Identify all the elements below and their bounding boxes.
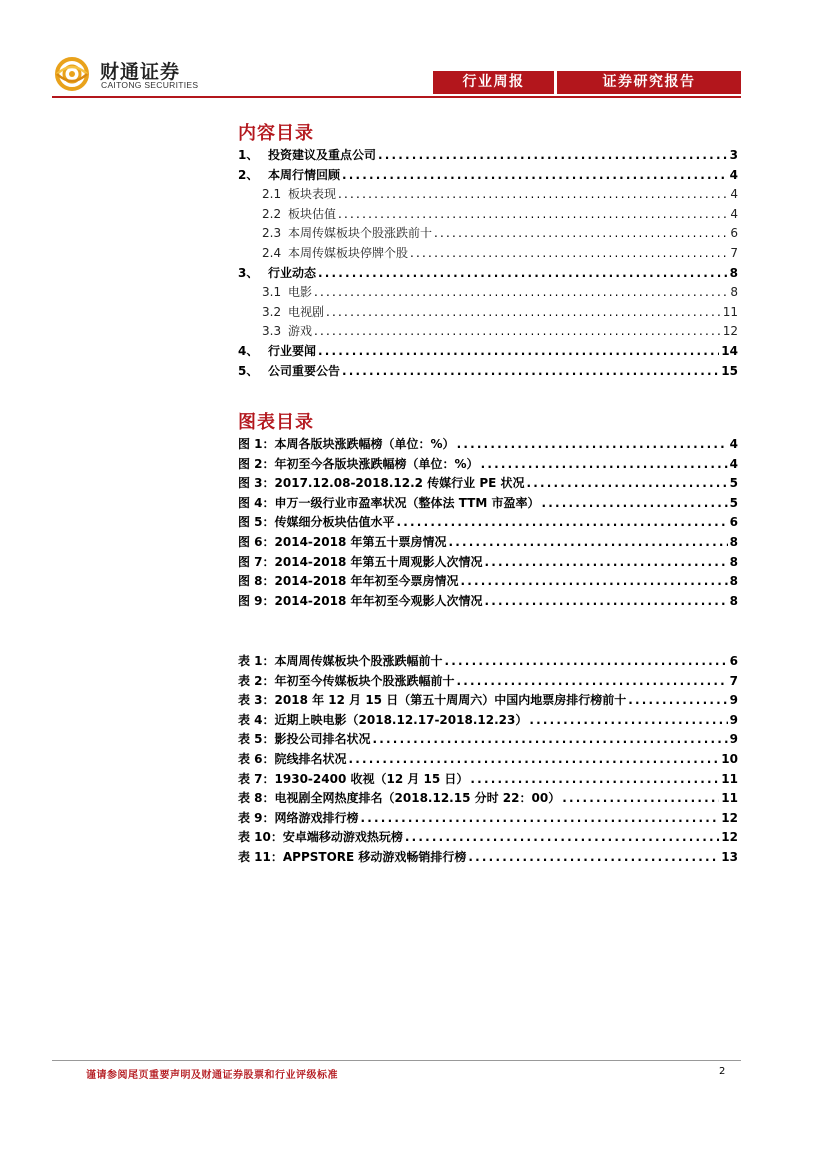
dot-leader — [318, 266, 728, 280]
toc-entry-page: 3 — [729, 148, 738, 162]
toc-entry-page: 4 — [729, 167, 738, 182]
toc-entry-text: 游戏 — [288, 324, 313, 339]
toc-entry-page: 13 — [721, 849, 738, 864]
toc-entry-page: 6 — [730, 226, 738, 241]
dot-leader — [338, 207, 728, 221]
toc-entry-text: 本周传媒板块个股涨跌前十 — [288, 226, 433, 241]
toc-entry-label — [238, 166, 340, 183]
toc-entry-text: 图 6：2014-2018 年第五十票房情况 — [238, 534, 447, 549]
toc-entry-text: 表 3：2018 年 12 月 15 日（第五十周周六）中国内地票房排行榜前十 — [238, 693, 627, 708]
figures-list — [238, 435, 738, 611]
toc-entry-label — [262, 205, 336, 222]
toc-entry-page: 11 — [721, 771, 738, 786]
toc-entry[interactable] — [238, 264, 738, 284]
toc-entry[interactable] — [238, 244, 738, 264]
toc-entry-page: 5 — [729, 495, 738, 510]
toc-entry-number: 2.3 — [262, 226, 282, 241]
toc-entry-page: 11 — [721, 791, 738, 806]
toc-entry-page: 10 — [721, 751, 738, 766]
dot-leader — [470, 772, 719, 786]
toc-entry[interactable] — [238, 750, 738, 770]
logo-english-name: CAITONG SECURITIES — [101, 80, 199, 90]
toc-entry-page: 8 — [730, 285, 738, 300]
toc-entry-text: 本周传媒板块停牌个股 — [288, 245, 409, 260]
toc-entry-page: 8 — [729, 574, 738, 589]
dot-leader — [318, 344, 719, 358]
toc-entry-number: 4、 — [238, 343, 259, 358]
toc-entry-page: 4 — [729, 456, 738, 471]
toc-entry[interactable] — [238, 362, 738, 382]
toc-entry-page: 4 — [729, 437, 738, 451]
toc-entry-text: 行业动态 — [268, 265, 317, 280]
toc-entry-label — [238, 264, 316, 281]
contents-list — [238, 146, 738, 381]
page-header — [0, 0, 827, 100]
toc-entry[interactable] — [238, 770, 738, 790]
toc-entry-number: 2、 — [238, 167, 259, 182]
toc-entry-text: 板块估值 — [288, 206, 337, 221]
toc-entry[interactable] — [238, 322, 738, 342]
toc-entry-number: 1、 — [238, 148, 259, 162]
toc-entry-label — [262, 185, 336, 202]
toc-entry-page: 9 — [729, 693, 738, 708]
toc-entry[interactable] — [238, 455, 738, 475]
dot-leader — [361, 811, 720, 825]
dot-leader — [338, 187, 728, 201]
toc-entry-page: 8 — [729, 534, 738, 549]
toc-entry-page: 9 — [729, 712, 738, 727]
toc-entry-number: 2.2 — [262, 206, 282, 221]
toc-entry[interactable] — [238, 342, 738, 362]
toc-entry-text: 本周行情回顾 — [268, 167, 341, 182]
toc-entry-text: 表 4：近期上映电影（2018.12.17-2018.12.23） — [238, 712, 528, 727]
toc-entry-label — [238, 362, 340, 379]
dot-leader — [541, 496, 727, 510]
dot-leader — [457, 437, 728, 451]
dot-leader — [562, 791, 719, 805]
toc-entry[interactable] — [238, 146, 738, 166]
toc-entry-text: 表 9：网络游戏排行榜 — [238, 810, 359, 825]
toc-entry-label — [262, 303, 324, 320]
dot-leader — [481, 457, 728, 471]
page-number: 2 — [719, 1066, 726, 1077]
toc-entry-text: 表 8：电视剧全网热度排名（2018.12.15 分时 22：00） — [238, 791, 561, 806]
tables-list — [238, 652, 738, 868]
toc-entry-text: 电视剧 — [288, 304, 325, 319]
dot-leader — [445, 654, 728, 668]
footer-disclaimer: 谨请参阅尾页重要声明及财通证券股票和行业评级标准 — [86, 1070, 338, 1081]
dot-leader — [484, 555, 727, 569]
toc-entry[interactable] — [238, 474, 738, 494]
toc-entry-number: 3.3 — [262, 324, 282, 339]
toc-entry[interactable] — [238, 672, 738, 692]
dot-leader — [342, 168, 728, 182]
toc-entry[interactable] — [238, 435, 738, 455]
toc-entry-page: 14 — [721, 343, 738, 358]
toc-entry[interactable] — [238, 224, 738, 244]
dot-leader — [434, 226, 728, 240]
figures-title: 图表目录 — [238, 412, 314, 433]
toc-entry-page: 7 — [729, 673, 738, 688]
dot-leader — [628, 693, 727, 707]
toc-entry-text: 表 11：APPSTORE 移动游戏畅销排行榜 — [238, 849, 467, 864]
dot-leader — [484, 594, 727, 608]
toc-entry[interactable] — [238, 652, 738, 672]
toc-entry-text: 图 1：本周各版块涨跌幅榜（单位：%） — [238, 437, 455, 451]
toc-entry-page: 5 — [729, 476, 738, 491]
tag-industry-weekly: 行业周报 — [433, 71, 554, 94]
toc-entry[interactable] — [238, 303, 738, 323]
toc-entry[interactable] — [238, 166, 738, 186]
toc-entry-text: 板块表现 — [288, 187, 337, 202]
toc-entry[interactable] — [238, 730, 738, 750]
dot-leader — [457, 674, 728, 688]
dot-leader — [527, 476, 728, 490]
dot-leader — [460, 574, 727, 588]
toc-entry[interactable] — [238, 809, 738, 829]
toc-entry[interactable] — [238, 711, 738, 731]
toc-entry-text: 图 4：申万一级行业市盈率状况（整体法 TTM 市盈率） — [238, 495, 540, 510]
toc-entry-text: 表 6：院线排名状况 — [238, 751, 347, 766]
tag-research-report: 证券研究报告 — [557, 71, 741, 94]
toc-entry-label — [262, 244, 408, 261]
dot-leader — [326, 305, 721, 319]
toc-entry-page: 4 — [730, 206, 738, 221]
toc-entry[interactable] — [238, 283, 738, 303]
toc-entry-text: 图 3：2017.12.08-2018.12.2 传媒行业 PE 状况 — [238, 476, 525, 491]
toc-entry-text: 图 7：2014-2018 年第五十周观影人次情况 — [238, 554, 483, 569]
caitong-logo-icon — [52, 56, 92, 92]
toc-entry-label — [262, 322, 312, 339]
toc-entry-text: 图 5：传媒细分板块估值水平 — [238, 515, 395, 530]
dot-leader — [373, 732, 728, 746]
toc-entry-label — [262, 283, 312, 300]
toc-entry-number: 3.2 — [262, 304, 282, 319]
toc-entry-page: 11 — [722, 304, 738, 319]
toc-entry[interactable] — [238, 592, 738, 612]
dot-leader — [448, 535, 727, 549]
dot-leader — [468, 850, 719, 864]
footer-divider — [52, 1060, 741, 1061]
toc-entry-label — [238, 146, 376, 163]
toc-entry-page: 4 — [730, 187, 738, 202]
toc-entry-text: 表 7：1930-2400 收视（12 月 15 日） — [238, 771, 469, 786]
toc-entry[interactable] — [238, 205, 738, 225]
toc-entry-page: 12 — [722, 324, 738, 339]
toc-entry-page: 6 — [729, 654, 738, 668]
toc-entry[interactable] — [238, 553, 738, 573]
toc-entry-number: 2.4 — [262, 245, 282, 260]
dot-leader — [378, 148, 728, 162]
dot-leader — [405, 830, 719, 844]
toc-entry-text: 图 2：年初至今各版块涨跌幅榜（单位：%） — [238, 456, 479, 471]
contents-title: 内容目录 — [238, 123, 314, 144]
toc-entry-text: 行业要闻 — [268, 343, 317, 358]
dot-leader — [529, 713, 727, 727]
toc-entry-page: 9 — [729, 732, 738, 747]
toc-entry-page: 12 — [721, 810, 738, 825]
dot-leader — [410, 246, 728, 260]
toc-entry-text: 表 10：安卓端移动游戏热玩榜 — [238, 830, 403, 845]
logo-chinese-name: 财通证券 — [100, 61, 181, 83]
toc-entry-text: 表 5：影投公司排名状况 — [238, 732, 371, 747]
header-divider — [52, 96, 741, 98]
toc-entry-page: 15 — [721, 363, 738, 378]
toc-entry-text: 表 1：本周周传媒板块个股涨跌幅前十 — [238, 654, 443, 668]
toc-entry-number: 2.1 — [262, 187, 282, 202]
dot-leader — [342, 364, 719, 378]
toc-entry[interactable] — [238, 789, 738, 809]
toc-entry[interactable] — [238, 848, 738, 868]
toc-entry[interactable] — [238, 513, 738, 533]
dot-leader — [397, 515, 728, 529]
toc-entry-label — [238, 342, 316, 359]
toc-entry-text: 图 9：2014-2018 年年初至今观影人次情况 — [238, 593, 483, 608]
dot-leader — [314, 285, 728, 299]
toc-entry-text: 公司重要公告 — [268, 363, 341, 378]
toc-entry-number: 3.1 — [262, 285, 282, 300]
toc-entry[interactable] — [238, 533, 738, 553]
toc-entry-text: 图 8：2014-2018 年年初至今票房情况 — [238, 574, 459, 589]
toc-entry-number: 3、 — [238, 265, 259, 280]
dot-leader — [314, 324, 721, 338]
toc-entry[interactable] — [238, 691, 738, 711]
toc-entry[interactable] — [238, 572, 738, 592]
toc-entry-page: 8 — [729, 554, 738, 569]
toc-entry-text: 投资建议及重点公司 — [268, 148, 377, 162]
company-logo — [52, 56, 222, 92]
toc-entry-number: 5、 — [238, 363, 259, 378]
toc-entry[interactable] — [238, 185, 738, 205]
toc-entry-page: 8 — [729, 593, 738, 608]
toc-entry[interactable] — [238, 828, 738, 848]
toc-entry-page: 8 — [729, 265, 738, 280]
toc-entry[interactable] — [238, 494, 738, 514]
toc-entry-page: 7 — [730, 245, 738, 260]
toc-entry-page: 12 — [721, 830, 738, 845]
toc-entry-label — [262, 224, 432, 241]
toc-entry-text: 电影 — [288, 285, 313, 300]
toc-entry-page: 6 — [729, 515, 738, 530]
dot-leader — [349, 752, 720, 766]
toc-entry-text: 表 2：年初至今传媒板块个股涨跌幅前十 — [238, 673, 455, 688]
